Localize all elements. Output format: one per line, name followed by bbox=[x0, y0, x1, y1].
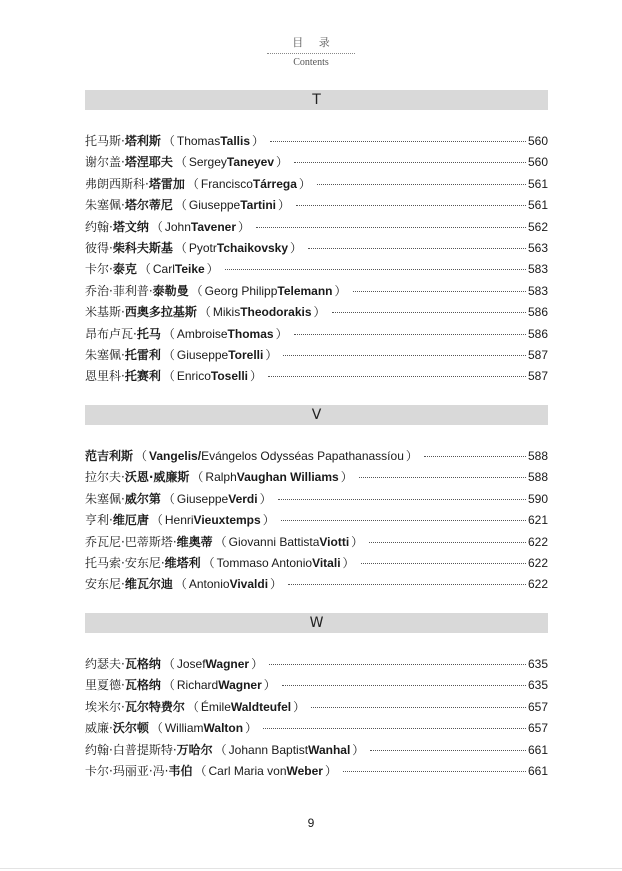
entry-name-en-bold: Viotti bbox=[319, 534, 350, 549]
toc-entry bbox=[85, 132, 548, 153]
entry-name-en: Carl Maria von bbox=[208, 763, 287, 778]
entry-name-cn-bold: 托马 bbox=[136, 326, 161, 341]
entry-name-cn-bold: 万哈尔 bbox=[176, 742, 213, 757]
entry-name-en-bold: Thomas bbox=[227, 326, 274, 341]
open-paren: （ bbox=[162, 678, 175, 693]
entry-name-en: William bbox=[164, 721, 204, 736]
entry-name-en: Giuseppe bbox=[176, 491, 229, 506]
entry-name-en: Georg Philipp bbox=[204, 283, 278, 298]
open-paren: （ bbox=[191, 470, 204, 485]
entry-name-en-bold: Toselli bbox=[210, 369, 248, 384]
toc-entry bbox=[85, 719, 548, 740]
open-paren: （ bbox=[174, 240, 187, 255]
close-paren: ） bbox=[265, 347, 278, 362]
entry-name-en: Mikis bbox=[212, 305, 241, 320]
dot-leader bbox=[269, 664, 526, 665]
entry-page-number: 587 bbox=[527, 369, 548, 384]
entry-name-en-bold: Teike bbox=[174, 262, 205, 277]
toc-entry bbox=[85, 676, 548, 697]
open-paren: （ bbox=[194, 763, 207, 778]
entry-name-en-bold: Telemann bbox=[277, 283, 333, 298]
toc-entry bbox=[85, 698, 548, 719]
dot-leader bbox=[359, 477, 526, 478]
entry-page-number: 635 bbox=[527, 678, 548, 693]
entry-page-number: 560 bbox=[527, 134, 548, 148]
dot-leader bbox=[332, 312, 526, 313]
entry-page-number: 563 bbox=[527, 240, 548, 255]
entry-name-en-bold: Wagner bbox=[205, 657, 250, 671]
toc-entry bbox=[85, 218, 548, 239]
entry-name-cn-bold: 沃尔顿 bbox=[112, 721, 149, 736]
close-paren: ） bbox=[298, 176, 311, 191]
entry-name-cn-bold: 瓦尔特费尔 bbox=[124, 699, 185, 714]
section-t bbox=[85, 90, 548, 389]
entry-name-en: Carl bbox=[152, 262, 175, 277]
entry-page-number: 621 bbox=[527, 513, 548, 528]
dot-leader bbox=[353, 291, 526, 292]
open-paren: （ bbox=[202, 555, 215, 570]
page-number: 9 bbox=[307, 816, 315, 830]
toc-entry bbox=[85, 655, 548, 676]
entry-name-cn: 里夏德· bbox=[85, 678, 125, 693]
entry-name-cn: 威廉· bbox=[85, 721, 113, 736]
entry-name-cn: 约翰·白普提斯特· bbox=[85, 742, 177, 757]
entry-name-cn-bold: 维瓦尔迪 bbox=[124, 577, 173, 592]
entry-name-cn-bold: 维塔利 bbox=[164, 555, 201, 570]
toc-entry bbox=[85, 282, 548, 303]
entry-name-en-bold: Tavener bbox=[190, 219, 237, 234]
entry-page-number: 661 bbox=[527, 742, 548, 757]
entry-page-number: 588 bbox=[527, 470, 548, 485]
header-title-cn: 目 录 bbox=[292, 36, 336, 49]
close-paren: ） bbox=[270, 577, 283, 592]
entry-name-cn-bold: 泰勒曼 bbox=[152, 283, 189, 298]
entry-page-number: 586 bbox=[527, 305, 548, 320]
dot-leader bbox=[294, 334, 526, 335]
entry-name-en: Johann Baptist bbox=[228, 742, 309, 757]
dot-leader bbox=[369, 542, 526, 543]
open-paren: （ bbox=[190, 283, 203, 298]
open-paren: （ bbox=[138, 262, 151, 277]
entry-name-en: Tommaso Antonio bbox=[216, 555, 313, 570]
entry-name-cn: 拉尔夫· bbox=[85, 470, 125, 485]
entry-name-cn-bold: 维厄唐 bbox=[112, 513, 149, 528]
close-paren: ） bbox=[262, 513, 275, 528]
entry-name-en-bold: Vieuxtemps bbox=[193, 513, 261, 528]
close-paren: ） bbox=[238, 219, 251, 234]
section-letter-band: T bbox=[85, 90, 548, 110]
open-paren: （ bbox=[162, 347, 175, 362]
dot-leader bbox=[288, 584, 526, 585]
entry-name-cn-bold: 韦伯 bbox=[168, 763, 193, 778]
close-paren: ） bbox=[313, 305, 326, 320]
entry-name-en: Ambroise bbox=[176, 326, 228, 341]
entry-name-en-tail: Evángelos Odysséas Papathanassíou bbox=[201, 449, 404, 463]
entry-list bbox=[85, 655, 548, 783]
close-paren: ） bbox=[293, 699, 306, 714]
entry-name-cn-bold: 托赛利 bbox=[124, 369, 161, 384]
toc-entry bbox=[85, 741, 548, 762]
dot-leader bbox=[283, 355, 526, 356]
close-paren: ） bbox=[340, 470, 353, 485]
entry-name-en: Francisco bbox=[200, 176, 253, 191]
dot-leader bbox=[268, 376, 526, 377]
entry-page-number: 657 bbox=[527, 721, 548, 736]
close-paren: ） bbox=[351, 534, 364, 549]
entry-name-en-bold: Tchaikovsky bbox=[216, 240, 289, 255]
entry-name-en-bold: Vitali bbox=[312, 555, 341, 570]
entry-name-cn-bold: 塔涅耶夫 bbox=[124, 155, 173, 170]
close-paren: ） bbox=[276, 155, 289, 170]
entry-name-cn-bold: 泰克 bbox=[112, 262, 137, 277]
entry-name-cn-bold: 瓦格纳 bbox=[124, 678, 161, 693]
entry-name-cn-bold: 托雷利 bbox=[124, 347, 161, 362]
entry-name-en: Giuseppe bbox=[176, 347, 229, 362]
close-paren: ） bbox=[324, 763, 337, 778]
dot-leader bbox=[311, 707, 526, 708]
entry-name-en: Sergey bbox=[188, 155, 227, 170]
toc-entry bbox=[85, 511, 548, 532]
close-paren: ） bbox=[278, 198, 291, 213]
entry-name-cn: 安东尼· bbox=[85, 577, 125, 592]
dot-leader bbox=[225, 269, 526, 270]
open-paren: （ bbox=[135, 449, 148, 463]
close-paren: ） bbox=[245, 721, 258, 736]
entry-name-en: Thomas bbox=[176, 134, 221, 148]
close-paren: ） bbox=[251, 657, 264, 671]
open-paren: （ bbox=[174, 198, 187, 213]
toc-entry bbox=[85, 468, 548, 489]
toc-entry bbox=[85, 367, 548, 388]
header-title-en: Contents bbox=[293, 57, 329, 68]
dot-leader bbox=[270, 141, 526, 142]
entry-page-number: 622 bbox=[527, 555, 548, 570]
open-paren: （ bbox=[162, 134, 175, 148]
entry-name-cn: 乔瓦尼·巴蒂斯塔· bbox=[85, 534, 177, 549]
entry-name-cn: 谢尔盖· bbox=[85, 155, 125, 170]
entry-name-cn: 朱塞佩· bbox=[85, 347, 125, 362]
entry-page-number: 583 bbox=[527, 283, 548, 298]
contents-header bbox=[0, 34, 622, 68]
entry-name-cn: 约瑟夫· bbox=[85, 657, 125, 671]
entry-name-en-bold: Walton bbox=[203, 721, 244, 736]
entry-name-en-bold: Torelli bbox=[228, 347, 264, 362]
entry-name-en-bold: Tartini bbox=[240, 198, 277, 213]
entry-page-number: 583 bbox=[527, 262, 548, 277]
dot-leader bbox=[370, 750, 526, 751]
entry-name-en: Giovanni Battista bbox=[228, 534, 320, 549]
toc-entry bbox=[85, 239, 548, 260]
toc-entry bbox=[85, 533, 548, 554]
entry-name-en: Ralph bbox=[205, 470, 237, 485]
entry-name-en-bold: Taneyev bbox=[226, 155, 275, 170]
open-paren: （ bbox=[150, 219, 163, 234]
entry-name-cn-bold: 瓦格纳 bbox=[124, 657, 161, 671]
entry-name-cn: 朱塞佩· bbox=[85, 198, 125, 213]
dot-leader bbox=[361, 563, 526, 564]
open-paren: （ bbox=[162, 369, 175, 384]
entry-name-en-bold: Vangelis/ bbox=[149, 449, 202, 463]
toc-entry bbox=[85, 260, 548, 281]
entry-name-cn-bold: 塔尔蒂尼 bbox=[124, 198, 173, 213]
close-paren: ） bbox=[275, 326, 288, 341]
entry-name-cn-bold: 柴科夫斯基 bbox=[112, 240, 173, 255]
close-paren: ） bbox=[250, 369, 263, 384]
entry-name-cn-bold: 维奥蒂 bbox=[176, 534, 213, 549]
entry-name-cn-bold: 塔利斯 bbox=[124, 134, 161, 148]
section-letter-band: W bbox=[85, 613, 548, 633]
entry-name-cn: 米基斯· bbox=[85, 305, 125, 320]
entry-name-cn: 朱塞佩· bbox=[85, 491, 125, 506]
open-paren: （ bbox=[162, 326, 175, 341]
close-paren: ） bbox=[263, 678, 276, 693]
entry-page-number: 561 bbox=[527, 176, 548, 191]
dot-leader bbox=[256, 227, 526, 228]
open-paren: （ bbox=[162, 491, 175, 506]
entry-page-number: 586 bbox=[527, 326, 548, 341]
entry-page-number: 622 bbox=[527, 577, 548, 592]
open-paren: （ bbox=[174, 155, 187, 170]
entry-name-en-bold: Theodorakis bbox=[240, 305, 312, 320]
section-letter-band: V bbox=[85, 405, 548, 425]
entry-list bbox=[85, 447, 548, 597]
entry-page-number: 590 bbox=[527, 491, 548, 506]
entry-name-cn: 乔治·菲利普· bbox=[85, 283, 153, 298]
entry-name-en-bold: Vaughan Williams bbox=[236, 470, 339, 485]
toc-entry bbox=[85, 490, 548, 511]
entry-page-number: 661 bbox=[527, 763, 548, 778]
entry-name-en-bold: Vivaldi bbox=[229, 577, 269, 592]
entry-name-cn: 弗朗西斯科· bbox=[85, 176, 149, 191]
dot-leader bbox=[296, 205, 526, 206]
entry-name-en-bold: Tárrega bbox=[252, 176, 297, 191]
entry-page-number: 587 bbox=[527, 347, 548, 362]
entry-name-cn-bold: 塔文纳 bbox=[112, 219, 149, 234]
entry-name-cn: 彼得· bbox=[85, 240, 113, 255]
toc-entry bbox=[85, 447, 548, 468]
entry-name-en-bold: Verdi bbox=[228, 491, 258, 506]
open-paren: （ bbox=[174, 577, 187, 592]
close-paren: ） bbox=[252, 134, 265, 148]
entry-name-en: Enrico bbox=[176, 369, 211, 384]
close-paren: ） bbox=[259, 491, 272, 506]
close-paren: ） bbox=[352, 742, 365, 757]
toc-entry bbox=[85, 303, 548, 324]
entry-page-number: 562 bbox=[527, 219, 548, 234]
entry-name-en: Émile bbox=[200, 699, 231, 714]
dot-leader bbox=[317, 184, 526, 185]
entry-name-cn: 亨利· bbox=[85, 513, 113, 528]
entry-name-cn: 托马索·安东尼· bbox=[85, 555, 165, 570]
toc-entry bbox=[85, 762, 548, 783]
open-paren: （ bbox=[198, 305, 211, 320]
entry-name-en: Giuseppe bbox=[188, 198, 241, 213]
toc-entry bbox=[85, 153, 548, 174]
entry-list bbox=[85, 132, 548, 389]
entry-name-cn-bold: 威尔第 bbox=[124, 491, 161, 506]
dot-leader bbox=[281, 520, 526, 521]
entry-name-cn-bold: 塔雷加 bbox=[148, 176, 185, 191]
entry-name-cn: 埃米尔· bbox=[85, 699, 125, 714]
open-paren: （ bbox=[150, 721, 163, 736]
toc-entry bbox=[85, 554, 548, 575]
close-paren: ） bbox=[334, 283, 347, 298]
dot-leader bbox=[263, 728, 526, 729]
entry-page-number: 560 bbox=[527, 155, 548, 170]
section-v bbox=[85, 405, 548, 597]
entry-name-cn: 昂布卢瓦· bbox=[85, 326, 137, 341]
open-paren: （ bbox=[186, 176, 199, 191]
open-paren: （ bbox=[162, 657, 175, 671]
open-paren: （ bbox=[214, 534, 227, 549]
entry-name-cn: 托马斯· bbox=[85, 134, 125, 148]
open-paren: （ bbox=[186, 699, 199, 714]
entry-name-cn-bold: 沃恩·威廉斯 bbox=[124, 470, 190, 485]
entry-page-number: 635 bbox=[527, 657, 548, 671]
entry-name-cn-bold: 西奥多拉基斯 bbox=[124, 305, 197, 320]
entry-name-en-bold: Weber bbox=[286, 763, 323, 778]
entry-name-cn: 约翰· bbox=[85, 219, 113, 234]
entry-name-en: John bbox=[164, 219, 191, 234]
entry-name-en: Josef bbox=[176, 657, 206, 671]
dot-leader bbox=[308, 248, 526, 249]
dot-leader bbox=[282, 685, 526, 686]
toc-entry bbox=[85, 196, 548, 217]
dot-leader bbox=[294, 162, 526, 163]
entry-name-en-bold: Waldteufel bbox=[230, 699, 292, 714]
close-paren: ） bbox=[405, 449, 418, 463]
close-paren: ） bbox=[342, 555, 355, 570]
dot-leader bbox=[424, 456, 526, 457]
entry-name-en: Richard bbox=[176, 678, 219, 693]
entry-name-en-bold: Wanhal bbox=[308, 742, 351, 757]
entry-name-en: Henri bbox=[164, 513, 194, 528]
toc-entry bbox=[85, 175, 548, 196]
header-dotted-rule bbox=[267, 53, 355, 54]
entry-name-en: Pyotr bbox=[188, 240, 217, 255]
entry-name-en: Antonio bbox=[188, 577, 230, 592]
dot-leader bbox=[278, 499, 526, 500]
entry-name-en-bold: Tallis bbox=[220, 134, 251, 148]
entry-name-cn: 卡尔· bbox=[85, 262, 113, 277]
toc-entry bbox=[85, 346, 548, 367]
toc-entry bbox=[85, 325, 548, 346]
open-paren: （ bbox=[214, 742, 227, 757]
close-paren: ） bbox=[206, 262, 219, 277]
close-paren: ） bbox=[290, 240, 303, 255]
entry-page-number: 561 bbox=[527, 198, 548, 213]
entry-name-cn: 卡尔·玛丽亚·冯· bbox=[85, 763, 169, 778]
entry-name-cn-bold: 范吉利斯 bbox=[85, 449, 134, 463]
entry-page-number: 657 bbox=[527, 699, 548, 714]
toc-entry bbox=[85, 575, 548, 596]
entry-name-cn: 恩里科· bbox=[85, 369, 125, 384]
entry-page-number: 588 bbox=[527, 449, 548, 463]
dot-leader bbox=[343, 771, 526, 772]
open-paren: （ bbox=[150, 513, 163, 528]
entry-name-en-bold: Wagner bbox=[218, 678, 262, 693]
entry-page-number: 622 bbox=[527, 534, 548, 549]
section-w bbox=[85, 613, 548, 783]
page-bottom-edge bbox=[0, 868, 622, 869]
